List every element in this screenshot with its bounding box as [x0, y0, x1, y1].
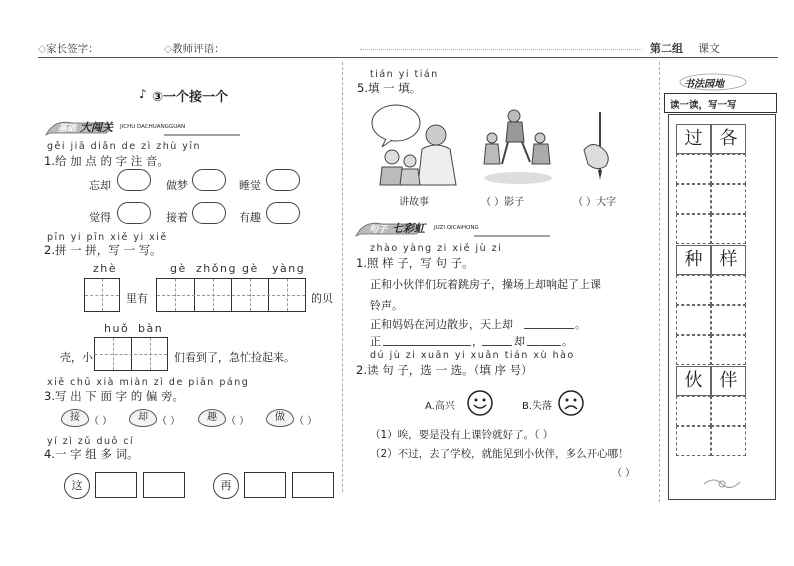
- q3-label: 3.写 出 下 面 字 的 偏 旁。: [44, 389, 185, 403]
- practice-cell[interactable]: [711, 335, 746, 365]
- s1-fill-line2-c: 却: [514, 335, 525, 348]
- practice-cell[interactable]: [711, 305, 746, 335]
- q1-word: 忘却: [89, 179, 111, 192]
- practice-cell[interactable]: [676, 275, 711, 305]
- word-flower-char: 这: [64, 473, 90, 499]
- word-flower-char: 再: [213, 473, 239, 499]
- writing-badge: 书法园地: [684, 79, 724, 90]
- radical-paren-input[interactable]: （ ）: [226, 416, 250, 427]
- radical-char: 做: [266, 409, 294, 427]
- section-basic-title: 大闯关: [80, 121, 113, 134]
- pinyin-cloud-input[interactable]: [117, 169, 151, 191]
- s1-fill-line1-a: 正和妈妈在河边散步，天上却: [370, 318, 513, 331]
- s1-fill-line2-d: 。: [562, 335, 573, 348]
- radical-char: 趣: [198, 409, 226, 427]
- s1-pinyin: zhào yàng zi xiě jù zi: [370, 243, 503, 254]
- practice-cell[interactable]: [676, 184, 711, 214]
- model-char: 伴: [711, 366, 746, 396]
- s2-sentence1[interactable]: （1）唉，要是没有上课铃就好了。（ ）: [370, 429, 554, 441]
- q1-word: 睡觉: [239, 179, 261, 192]
- practice-cell[interactable]: [676, 214, 711, 244]
- s2-option-b: B.失落: [522, 401, 553, 412]
- s2-label: 2.读 句 子，选 一 选。（填 序 号）: [356, 363, 533, 377]
- practice-cell[interactable]: [676, 426, 711, 456]
- s2-sentence2: （2）不过，去了学校，就能见到小伙伴，多么开心哪！: [370, 448, 629, 460]
- q2-pinyin-yang: yàng: [272, 262, 306, 275]
- column-divider: [659, 62, 660, 502]
- tian-grid-input[interactable]: [84, 278, 120, 312]
- q2-pinyin-zhong: zhǒng: [196, 262, 237, 275]
- model-char: 伙: [676, 366, 711, 396]
- s1-fill-blank-input[interactable]: [383, 345, 471, 346]
- q5-pinyin: tián yi tián: [370, 69, 439, 80]
- lesson-title: ③一个接一个: [152, 90, 229, 105]
- radical-char: 却: [129, 409, 157, 427]
- s1-example-line2: 铃声。: [370, 299, 403, 312]
- word-box-input[interactable]: [95, 472, 137, 498]
- model-char: 样: [711, 245, 746, 275]
- practice-cell[interactable]: [676, 154, 711, 184]
- pinyin-cloud-input[interactable]: [117, 202, 151, 224]
- q2-text-end: 们看到了，急忙捡起来。: [174, 351, 295, 364]
- subject-label: 课文: [698, 42, 720, 55]
- decorative-swirl-icon: [700, 474, 744, 494]
- section-basic-pinyin: JICHU DACHUANGGUAN: [120, 124, 186, 130]
- practice-cell[interactable]: [711, 396, 746, 426]
- tian-grid-input[interactable]: [94, 337, 168, 371]
- music-note-icon: ♪: [139, 87, 147, 101]
- model-char: 过: [676, 124, 711, 154]
- q2-text-you: 里有: [126, 292, 148, 305]
- sad-face-icon: [557, 389, 585, 417]
- model-char: 各: [711, 124, 746, 154]
- s2-paren-input[interactable]: （ ）: [612, 468, 636, 479]
- q5-caption-shadow[interactable]: （ ）影子: [481, 197, 525, 208]
- q2-pinyin-ge: gè: [170, 262, 187, 275]
- radical-paren-input[interactable]: （ ）: [157, 416, 181, 427]
- q2-text-de-bei: 的贝: [311, 292, 333, 305]
- q1-word: 接着: [166, 211, 188, 224]
- radical-paren-input[interactable]: （ ）: [89, 416, 113, 427]
- practice-cell[interactable]: [711, 184, 746, 214]
- calligraphy-illustration: [578, 110, 618, 190]
- s1-fill-blank-input[interactable]: [527, 345, 561, 346]
- tian-grid-input[interactable]: [156, 278, 306, 312]
- s1-fill-blank-input[interactable]: [482, 345, 512, 346]
- happy-face-icon: [466, 389, 494, 417]
- s1-fill-line2-b: ，: [472, 335, 483, 348]
- q2-pinyin-huo: huǒ: [104, 322, 130, 335]
- s2-option-a: A.高兴: [425, 401, 455, 412]
- radical-paren-input[interactable]: （ ）: [294, 416, 318, 427]
- s1-fill-line1-b: 。: [575, 318, 586, 331]
- practice-cell[interactable]: [711, 426, 746, 456]
- practice-cell[interactable]: [676, 396, 711, 426]
- practice-cell[interactable]: [711, 154, 746, 184]
- writing-subtitle: 读一读，写一写: [670, 100, 737, 111]
- q3-pinyin: xiě chū xià miàn zì de piān páng: [47, 377, 250, 388]
- practice-cell[interactable]: [711, 214, 746, 244]
- q1-label: 1.给 加 点 的 字 注 音。: [44, 154, 169, 168]
- q2-label: 2.拼 一 拼，写 一 写。: [44, 243, 162, 257]
- parent-signature-label: ◇家长签字：: [38, 43, 99, 55]
- q5-caption-storytelling: 讲故事: [399, 197, 429, 208]
- section-basic-label: 基础: [58, 124, 77, 134]
- practice-cell[interactable]: [676, 305, 711, 335]
- column-divider: [342, 62, 343, 492]
- q4-pinyin: yí zì zǔ duō cí: [47, 436, 135, 447]
- pinyin-cloud-input[interactable]: [192, 169, 226, 191]
- header-rule: [38, 57, 778, 58]
- word-box-input[interactable]: [292, 472, 334, 498]
- s1-fill-line2-a: 正: [370, 335, 381, 348]
- s2-pinyin: dú jù zi xuǎn yi xuǎn tián xù hào: [370, 350, 575, 361]
- s1-label: 1.照 样 子，写 句 子。: [356, 256, 474, 270]
- storytelling-illustration: [370, 101, 470, 189]
- word-box-input[interactable]: [244, 472, 286, 498]
- word-box-input[interactable]: [143, 472, 185, 498]
- pinyin-cloud-input[interactable]: [266, 169, 300, 191]
- q1-word: 觉得: [89, 211, 111, 224]
- practice-cell[interactable]: [676, 335, 711, 365]
- q2-pinyin-ge2: gè: [242, 262, 259, 275]
- practice-cell[interactable]: [711, 275, 746, 305]
- header-dotted-line: [360, 49, 642, 50]
- pinyin-cloud-input[interactable]: [192, 202, 226, 224]
- section-sentence-pinyin: JUZI QICAIHONG: [434, 225, 479, 231]
- s1-fill-blank-input[interactable]: [524, 328, 574, 329]
- q5-label: 5.填 一 填。: [357, 81, 422, 95]
- shadow-play-illustration: [478, 108, 558, 188]
- radical-char: 接: [61, 409, 89, 427]
- section-sentence-title: 七彩虹: [392, 222, 425, 235]
- teacher-comment-label: ◇教师评语：: [164, 43, 225, 55]
- q5-caption-bigchar[interactable]: （ ）大字: [573, 197, 617, 208]
- q2-text-ke: 壳，小: [60, 351, 93, 364]
- q1-word: 做梦: [166, 179, 188, 192]
- section-sentence-label: 句子: [369, 225, 388, 235]
- q1-pinyin: gěi jiā diǎn de zì zhù yīn: [47, 141, 202, 152]
- model-char: 种: [676, 245, 711, 275]
- q1-word: 有趣: [239, 211, 261, 224]
- s1-example-line1: 正和小伙伴们玩着跳房子，操场上却响起了上课: [370, 278, 601, 291]
- q2-pinyin-ban: bàn: [138, 322, 164, 335]
- group-label: 第二组: [650, 42, 683, 55]
- q2-pinyin: pīn yi pīn xiě yi xiě: [47, 232, 168, 243]
- q2-pinyin-zhe: zhè: [93, 262, 118, 275]
- q4-label: 4.一 字 组 多 词。: [44, 447, 139, 461]
- pinyin-cloud-input[interactable]: [266, 202, 300, 224]
